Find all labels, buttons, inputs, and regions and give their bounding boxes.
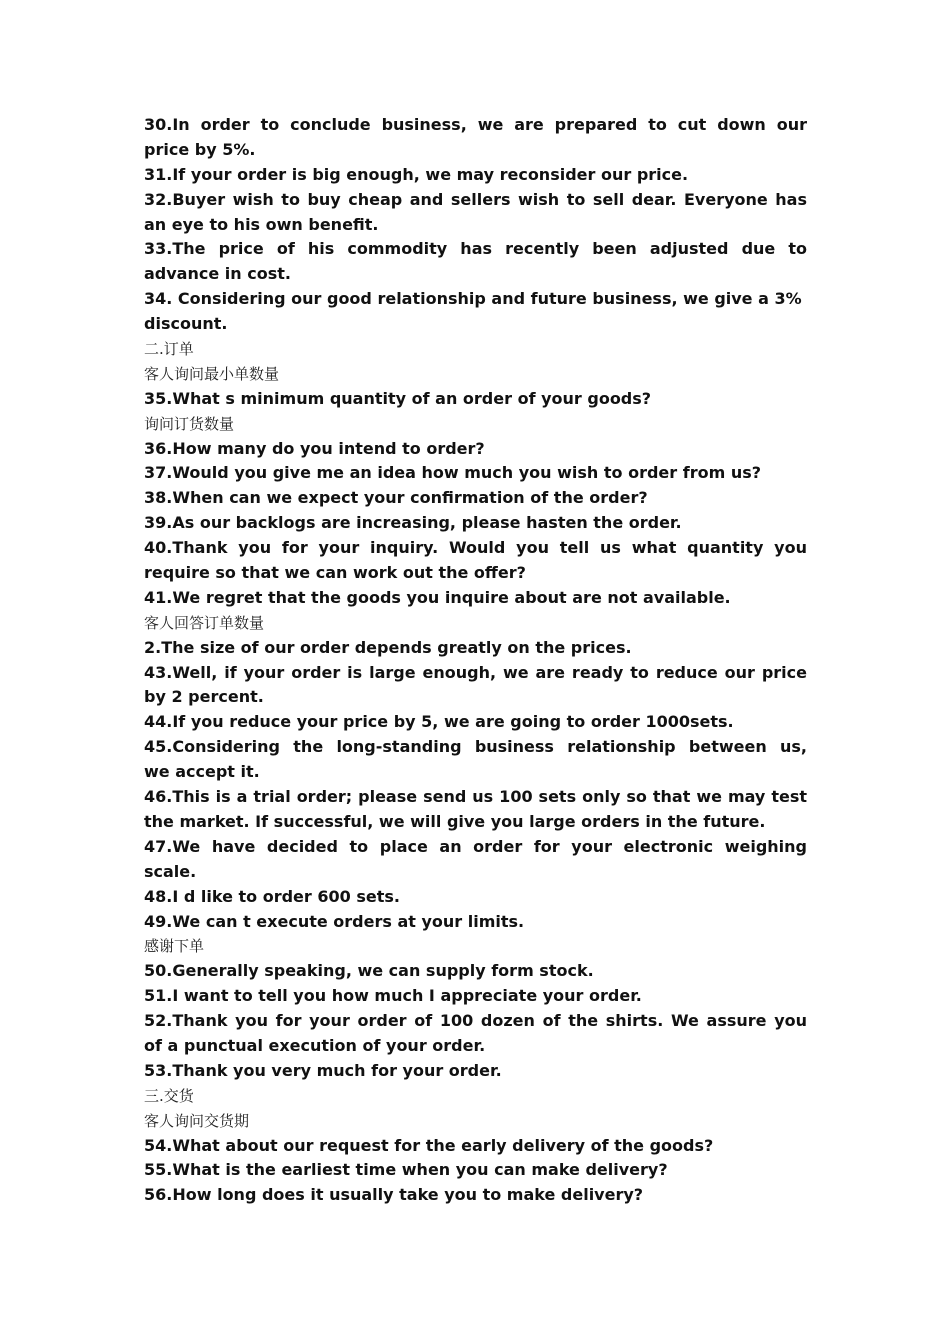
sentence-line: 46.This is a trial order; please send us 100 sets only so that we may test xyxy=(144,787,807,807)
sentence-line: the market. If successful, we will give you large orders in the future. xyxy=(144,811,766,831)
sentence-line: of a punctual execution of your order. xyxy=(144,1035,486,1055)
sentence-line: 53.Thank you very much for your order. xyxy=(144,1060,502,1080)
section-heading: 客人询问交货期 xyxy=(144,1111,250,1130)
sentence-line: 30.In order to conclude business, we are prepared to cut down our xyxy=(144,115,807,134)
sentence-line: by 2 percent. xyxy=(144,687,264,707)
sentence-line: 49.We can t execute orders at your limits. xyxy=(144,911,525,931)
document-body xyxy=(144,113,807,1208)
sentence-line: 37.Would you give me an idea how much you wish to order from us? xyxy=(144,463,762,483)
sentence-line: 51.I want to tell you how much I appreciate your order. xyxy=(144,986,642,1006)
sentence-line: 43.Well, if your order is large enough, we are ready to reduce our price xyxy=(144,662,807,682)
sentence-line: 39.As our backlogs are increasing, please hasten the order. xyxy=(144,513,682,533)
sentence-line: require so that we can work out the offer? xyxy=(144,563,526,583)
sentence-line: 35.What s minimum quantity of an order of your goods? xyxy=(144,388,652,408)
sentence-line: 38.When can we expect your confirmation of the order? xyxy=(144,488,648,508)
sentence-line: 52.Thank you for your order of 100 dozen of the shirts. We assure you xyxy=(144,1011,807,1031)
sentence-line: 2.The size of our order depends greatly on the prices. xyxy=(144,637,632,657)
sentence-line: advance in cost. xyxy=(144,264,291,284)
sentence-line: 41.We regret that the goods you inquire about are not available. xyxy=(144,587,731,607)
section-heading: 二.订单 xyxy=(144,340,194,359)
sentence-line: 32.Buyer wish to buy cheap and sellers wish to sell dear. Everyone has xyxy=(144,189,807,209)
sentence-line: 40.Thank you for your inquiry. Would you tell us what quantity you xyxy=(144,538,807,558)
sentence-line: scale. xyxy=(144,861,197,881)
sentence-line: 33.The price of his commodity has recently been adjusted due to xyxy=(144,239,807,259)
sentence-line: discount. xyxy=(144,314,228,334)
section-heading: 客人询问最小单数量 xyxy=(144,364,280,383)
section-heading: 感谢下单 xyxy=(144,937,205,956)
sentence-line: 36.How many do you intend to order? xyxy=(144,438,485,458)
sentence-line: 34. Considering our good relationship and future business, we give a 3% xyxy=(144,289,802,309)
sentence-line: 50.Generally speaking, we can supply form stock. xyxy=(144,961,594,981)
sentence-line: 55.What is the earliest time when you can make delivery? xyxy=(144,1160,668,1180)
sentence-line: we accept it. xyxy=(144,762,260,782)
sentence-line: 44.If you reduce your price by 5, we are going to order 1000sets. xyxy=(144,712,734,732)
sentence-line: 45.Considering the long-standing business relationship between us, xyxy=(144,737,807,757)
sentence-line: an eye to his own benefit. xyxy=(144,214,379,234)
section-heading: 三.交货 xyxy=(144,1086,194,1105)
sentence-line: 48.I d like to order 600 sets. xyxy=(144,886,400,906)
sentence-line: 31.If your order is big enough, we may reconsider our price. xyxy=(144,164,689,184)
sentence-line: 54.What about our request for the early delivery of the goods? xyxy=(144,1135,714,1155)
section-heading: 询问订货数量 xyxy=(144,414,235,433)
section-heading: 客人回答订单数量 xyxy=(144,613,265,632)
sentence-line: 47.We have decided to place an order for your electronic weighing xyxy=(144,836,807,856)
sentence-line: price by 5%. xyxy=(144,139,256,159)
sentence-line: 56.How long does it usually take you to make delivery? xyxy=(144,1185,644,1205)
